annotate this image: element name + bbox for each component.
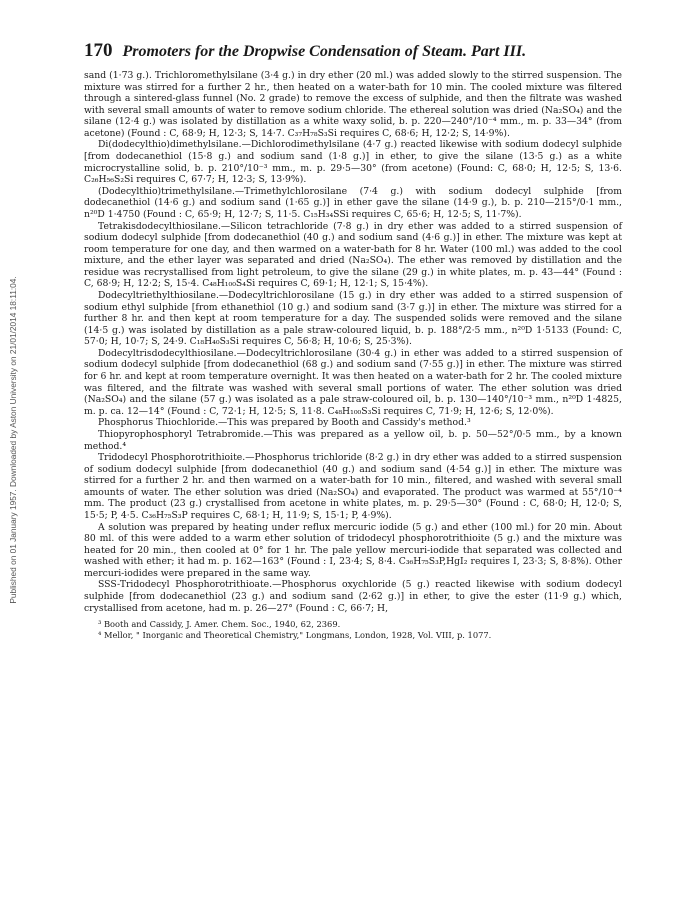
paragraph: Tridodecyl Phosphorotrithioite.—Phosphorus trichloride (8·2 g.) in dry ether was added to a stirred suspension of sodium dodecyl sulphide [from dodecanethiol (40 g.) and sodium sand (4·54 g.)] in ether. The mixture was stirred for a further 2 hr. and then warmed on a water-bath for 10 min., filtered, and washed with several small amounts of water. The ether solution was dried (Na₂SO₄) and evaporated. The product was warmed at 55°/10⁻⁴ mm. The product (23 g.) crystallised from acetone in white plates, m. p. 29·5—30° (Found : C, 68·0; H, 12·0; S, 15·5; P, 4·5. C₃₆H₇₅S₃P requires C, 68·1; H, 11·9; S, 15·1; P, 4·9%).: [84, 452, 622, 521]
paragraph: Dodecyltrisdodecylthiosilane.—Dodecyltrichlorosilane (30·4 g.) in ether was added to a stirred suspension of sodium dodecyl sulphide [from dodecanethiol (68 g.) and sodium sand (7·55 g.)] in ether. The mixture was stirred for 6 hr. and kept at room temperature overnight. It was then heated on a water-bath for 2 hr. The cooled mixture was filtered, and the filtrate was washed with several small portions of water. The ether solution was dried (Na₂SO₄) and the silane (57 g.) was isolated as a pale straw-coloured oil, b. p. 130—140°/10⁻³ mm., n²⁰D 1·4825, m. p. ca. 12—14° (Found : C, 72·1; H, 12·5; S, 11·8. C₄₈H₁₀₀S₃Si requires C, 71·9; H, 12·6; S, 12·0%).: [84, 347, 622, 417]
paragraph: Di(dodecylthio)dimethylsilane.—Dichlorodimethylsilane (4·7 g.) reacted likewise with sodium dodecyl sulphide [from dodecanethiol (15·8 g.) and sodium sand (1·8 g.)] in ether, to give the silane (13·5 g.) as a white microcrystalline solid, b. p. 210°/10⁻³ mm., m. p. 29·5—30° (from acetone) (Found: C, 68·0; H, 12·5; S, 13·6. C₂₆H₅₆S₂Si requires C, 67·7; H, 12·3; S, 13·9%).: [84, 139, 622, 186]
article-body: [84, 70, 622, 614]
footnotes: [84, 619, 622, 642]
paragraph: Tetrakisdodecylthiosilane.—Silicon tetrachloride (7·8 g.) in dry ether was added to a stirred suspension of sodium dodecyl sulphide [from dodecanethiol (40 g.) and sodium sand (4·6 g.)] in ether. The mixture was kept at room temperature for one day, and then warmed on a water-bath for 8 hr. Water (100 ml.) was added to the cool mixture, and the ether layer was separated and dried (Na₂SO₄). The ether was removed by distillation and the residue was recrystallised from light petroleum, to give the silane (29 g.) in white plates, m. p. 43—44° (Found : C, 68·9; H, 12·2; S, 15·4. C₄₈H₁₀₀S₄Si requires C, 69·1; H, 12·1; S, 15·4%).: [84, 220, 622, 290]
paragraph: Dodecyltriethylthiosilane.—Dodecyltrichlorosilane (15 g.) in dry ether was added to a stirred suspension of sodium ethyl sulphide [from ethanethiol (10 g.) and sodium sand (3·7 g.)] in ether. The mixture was stirred for a further 8 hr. and then kept at room temperature for a day. The suspended solids were removed and the silane (14·5 g.) was isolated by distillation as a pale straw-coloured liquid, b. p. 188°/2·5 mm., n²⁰D 1·5133 (Found: C, 57·0; H, 10·7; S, 24·9. C₁₈H₄₀S₃Si requires C, 56·8; H, 10·6; S, 25·3%).: [84, 289, 622, 348]
paragraph: (Dodecylthio)trimethylsilane.—Trimethylchlorosilane (7·4 g.) with sodium dodecyl sulphide [from dodecanethiol (14·6 g.) and sodium sand (1·65 g.)] in ether gave the silane (14·9 g.), b. p. 210—215°/0·1 mm., n²⁰D 1·4750 (Found : C, 65·9; H, 12·7; S, 11·5. C₁₅H₃₄SSi requires C, 65·6; H, 12·5; S, 11·7%).: [84, 185, 622, 220]
running-title: Promoters for the Dropwise Condensation of Steam. Part III.: [122, 43, 527, 60]
paragraph: Thiopyrophosphoryl Tetrabromide.—This was prepared as a yellow oil, b. p. 50—52°/0·5 mm., by a known method.⁴: [84, 428, 622, 452]
download-watermark-text: Published on 01 January 1957. Downloaded by Aston University on 21/01/2014 18:11:04.: [8, 276, 18, 604]
download-watermark: [0, 130, 26, 750]
paragraph: A solution was prepared by heating under reflux mercuric iodide (5 g.) and ether (100 ml.) for 20 min. About 80 ml. of this were added to a warm ether solution of tridodecyl phosphorotrithioite (5 g.) and the mixture was heated for 20 min., then cooled at 0° for 1 hr. The pale yellow mercuri-iodide that separated was collected and washed with ether; it had m. p. 162—163° (Found : I, 23·4; S, 8·4. C₃₆H₇₅S₃P,HgI₂ requires I, 23·3; S, 8·8%). Other mercuri-iodides were prepared in the same way.: [84, 521, 622, 579]
running-header: [84, 40, 622, 62]
page-number: 170: [84, 40, 113, 61]
footnote: ³ Booth and Cassidy, J. Amer. Chem. Soc., 1940, 62, 2369.: [98, 619, 341, 630]
page-content: [84, 40, 622, 642]
paragraph: SSS-Tridodecyl Phosphorotrithioate.—Phosphorus oxychloride (5 g.) reacted likewise with sodium dodecyl sulphide [from dodecanethiol (23 g.) and sodium sand (2·62 g.)] in ether, to give the ester (11·9 g.) which, crystallised from acetone, had m. p. 26—27° (Found : C, 66·7; H,: [84, 579, 622, 614]
paragraph: Phosphorus Thiochloride.—This was prepared by Booth and Cassidy's method.³: [98, 417, 471, 429]
paragraph: sand (1·73 g.). Trichloromethylsilane (3·4 g.) in dry ether (20 ml.) was added slowly to the stirred suspension. The mixture was stirred for a further 2 hr., then heated on a water-bath for 10 min. The cooled mixture was filtered through a sintered-glass funnel (No. 2 grade) to remove the excess of sulphide, and then the filtrate was washed with several small amounts of water to remove sodium chloride. The ethereal solution was dried (Na₂SO₄) and the silane (12·4 g.) was isolated by distillation as a white waxy solid, b. p. 220—240°/10⁻⁴ mm., m. p. 33—34° (from acetone) (Found : C, 68·9; H, 12·3; S, 14·7. C₃₇H₇₈S₃Si requires C, 68·6; H, 12·2; S, 14·9%).: [84, 70, 622, 139]
footnote: ⁴ Mellor, " Inorganic and Theoretical Chemistry," Longmans, London, 1928, Vol. VIII, p. 1077.: [98, 630, 492, 641]
